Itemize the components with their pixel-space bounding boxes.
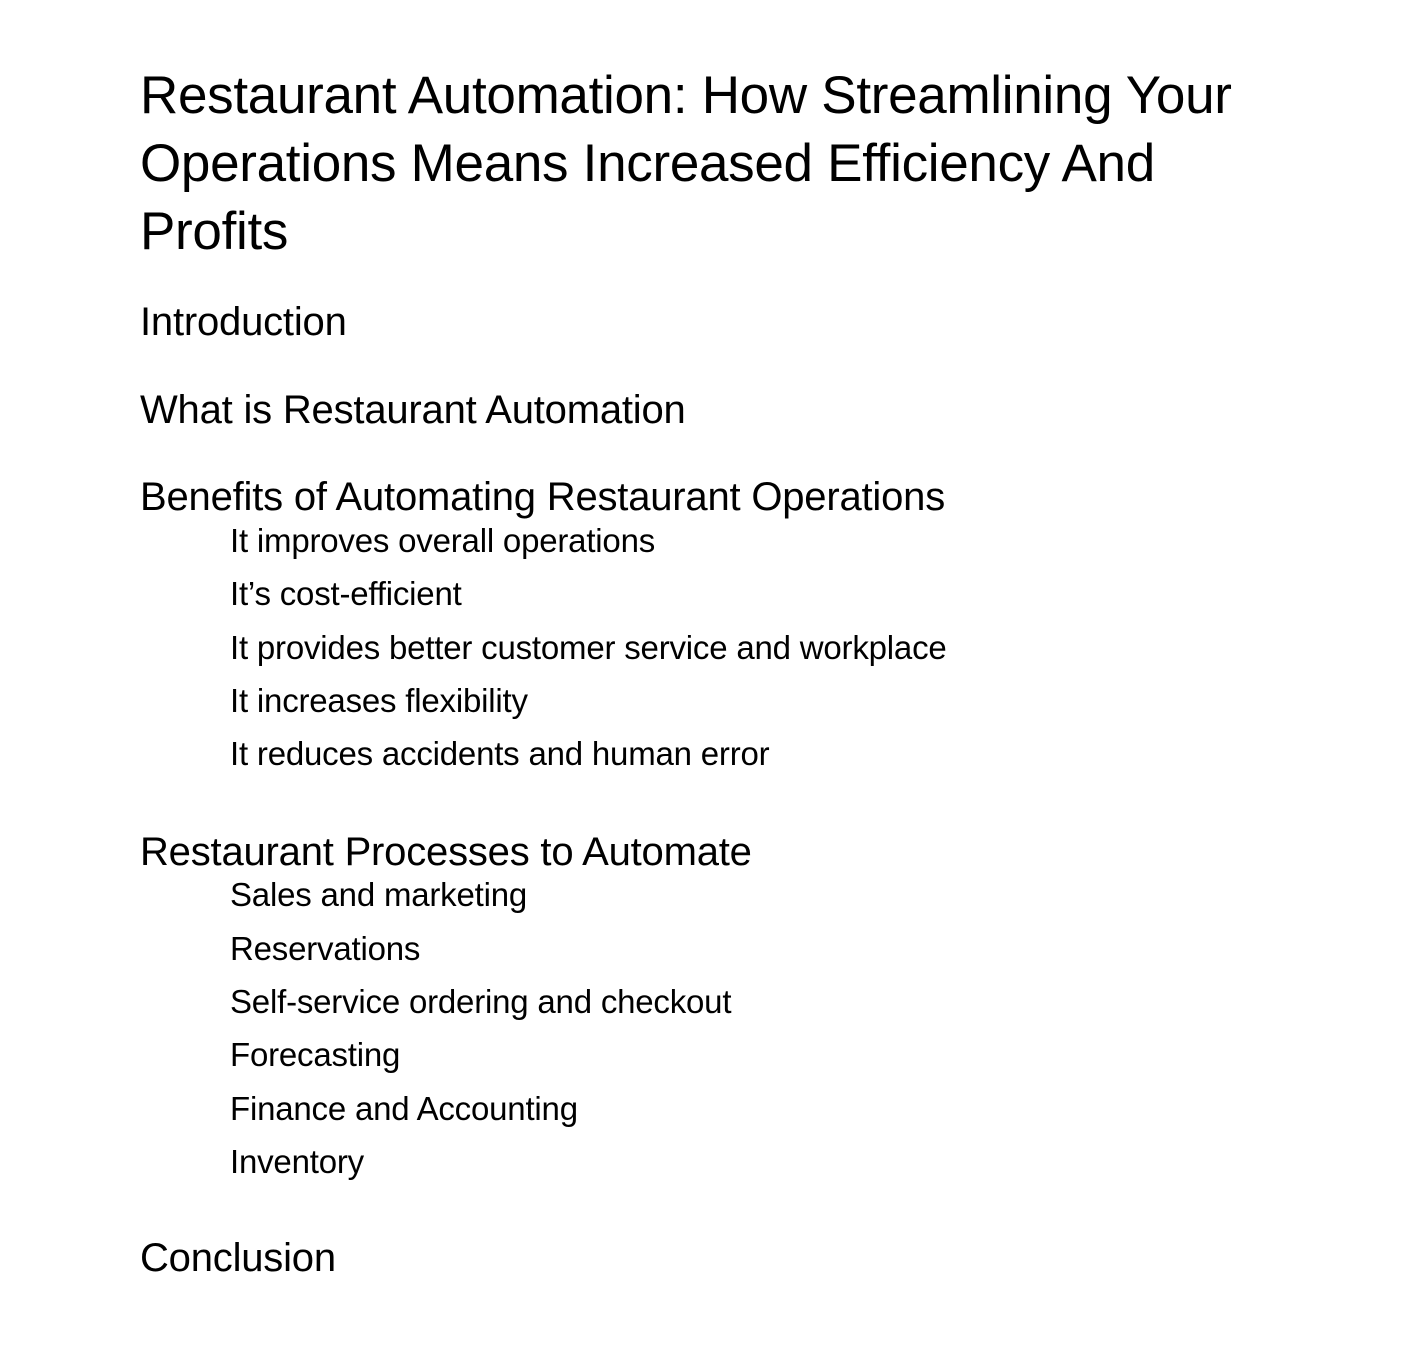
section-heading-what-is: What is Restaurant Automation <box>140 388 686 432</box>
document-title: Restaurant Automation: How Streamlining Your Operations Means Increased Efficiency And Profits <box>140 66 1232 261</box>
process-item: Finance and Accounting <box>230 1090 578 1127</box>
benefit-item: It reduces accidents and human error <box>230 735 770 772</box>
benefit-item: It’s cost-efficient <box>230 575 462 612</box>
process-item: Reservations <box>230 930 421 967</box>
benefit-item: It increases flexibility <box>230 682 528 719</box>
section-heading-benefits: Benefits of Automating Restaurant Operations <box>140 475 946 519</box>
benefit-item: It improves overall operations <box>230 522 656 559</box>
benefit-item: It provides better customer service and workplace <box>230 629 947 666</box>
section-heading-processes: Restaurant Processes to Automate <box>140 830 752 874</box>
process-item: Sales and marketing <box>230 876 528 913</box>
process-item: Forecasting <box>230 1036 401 1073</box>
section-heading-introduction: Introduction <box>140 300 347 344</box>
section-heading-conclusion: Conclusion <box>140 1236 336 1280</box>
process-item: Self-service ordering and checkout <box>230 983 732 1020</box>
process-item: Inventory <box>230 1143 364 1180</box>
